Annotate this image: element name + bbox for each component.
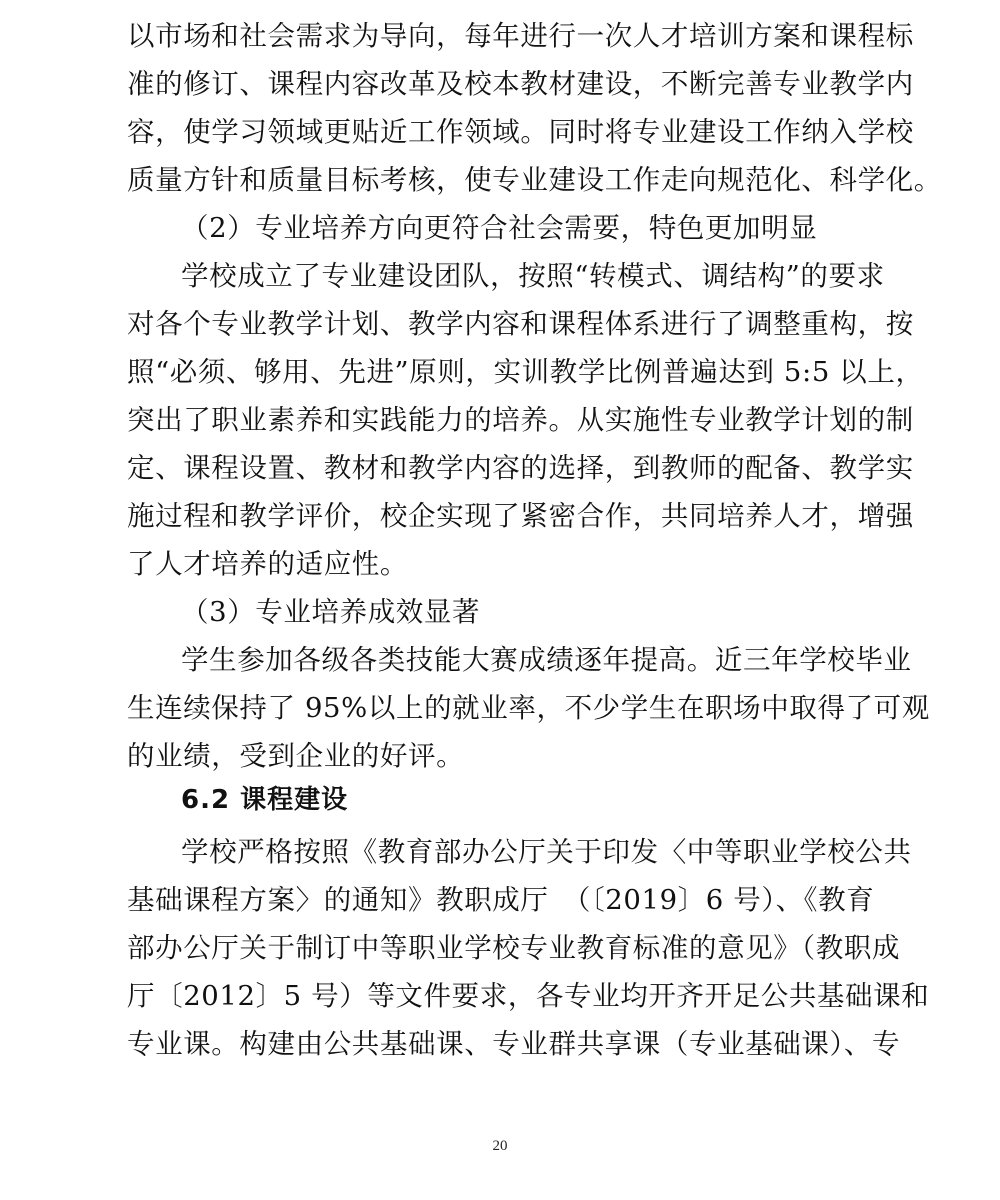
- paragraph-line: 专业课。构建由公共基础课、专业群共享课（专业基础课）、专: [127, 1028, 901, 1060]
- paragraph-line: 学生参加各级各类技能大赛成绩逐年提高。近三年学校毕业: [181, 644, 912, 676]
- paragraph-line: 学校严格按照《教育部办公厅关于印发〈中等职业学校公共: [181, 836, 912, 868]
- paragraph-line: 了人才培养的适应性。: [127, 548, 408, 580]
- paragraph-line: 施过程和教学评价，校企实现了紧密合作，共同培养人才，增强: [127, 500, 914, 532]
- section-heading: 6.2 课程建设: [181, 785, 349, 815]
- paragraph-line: 厅〔2012〕5 号）等文件要求，各专业均开齐开足公共基础课和: [127, 980, 930, 1012]
- subheading-3: （3）专业培养成效显著: [181, 596, 481, 628]
- paragraph-line: 生连续保持了 95%以上的就业率，不少学生在职场中取得了可观: [127, 692, 930, 724]
- subheading-2: （2）专业培养方向更符合社会需要，特色更加明显: [181, 212, 818, 244]
- paragraph-line: 对各个专业教学计划、教学内容和课程体系进行了调整重构，按: [127, 308, 914, 340]
- paragraph-line: 以市场和社会需求为导向，每年进行一次人才培训方案和课程标: [127, 20, 914, 52]
- paragraph-line: 质量方针和质量目标考核，使专业建设工作走向规范化、科学化。: [127, 164, 942, 196]
- paragraph-line: 学校成立了专业建设团队，按照“转模式、调结构”的要求: [181, 260, 885, 292]
- paragraph-line: 部办公厅关于制订中等职业学校专业教育标准的意见》（教职成: [127, 932, 901, 964]
- paragraph-line: 的业绩，受到企业的好评。: [127, 740, 465, 772]
- paragraph-line: 突出了职业素养和实践能力的培养。从实施性专业教学计划的制: [127, 404, 914, 436]
- paragraph-line: 基础课程方案〉的通知》教职成厅 （〔2019〕6 号）、《教育: [127, 884, 875, 916]
- paragraph-line: 定、课程设置、教材和教学内容的选择，到教师的配备、教学实: [127, 452, 914, 484]
- page-number: 20: [492, 1138, 508, 1154]
- paragraph-line: 照“必须、够用、先进”原则，实训教学比例普遍达到 5:5 以上，: [127, 356, 924, 388]
- paragraph-line: 容，使学习领域更贴近工作领域。同时将专业建设工作纳入学校: [127, 116, 914, 148]
- paragraph-line: 准的修订、课程内容改革及校本教材建设，不断完善专业教学内: [127, 68, 914, 100]
